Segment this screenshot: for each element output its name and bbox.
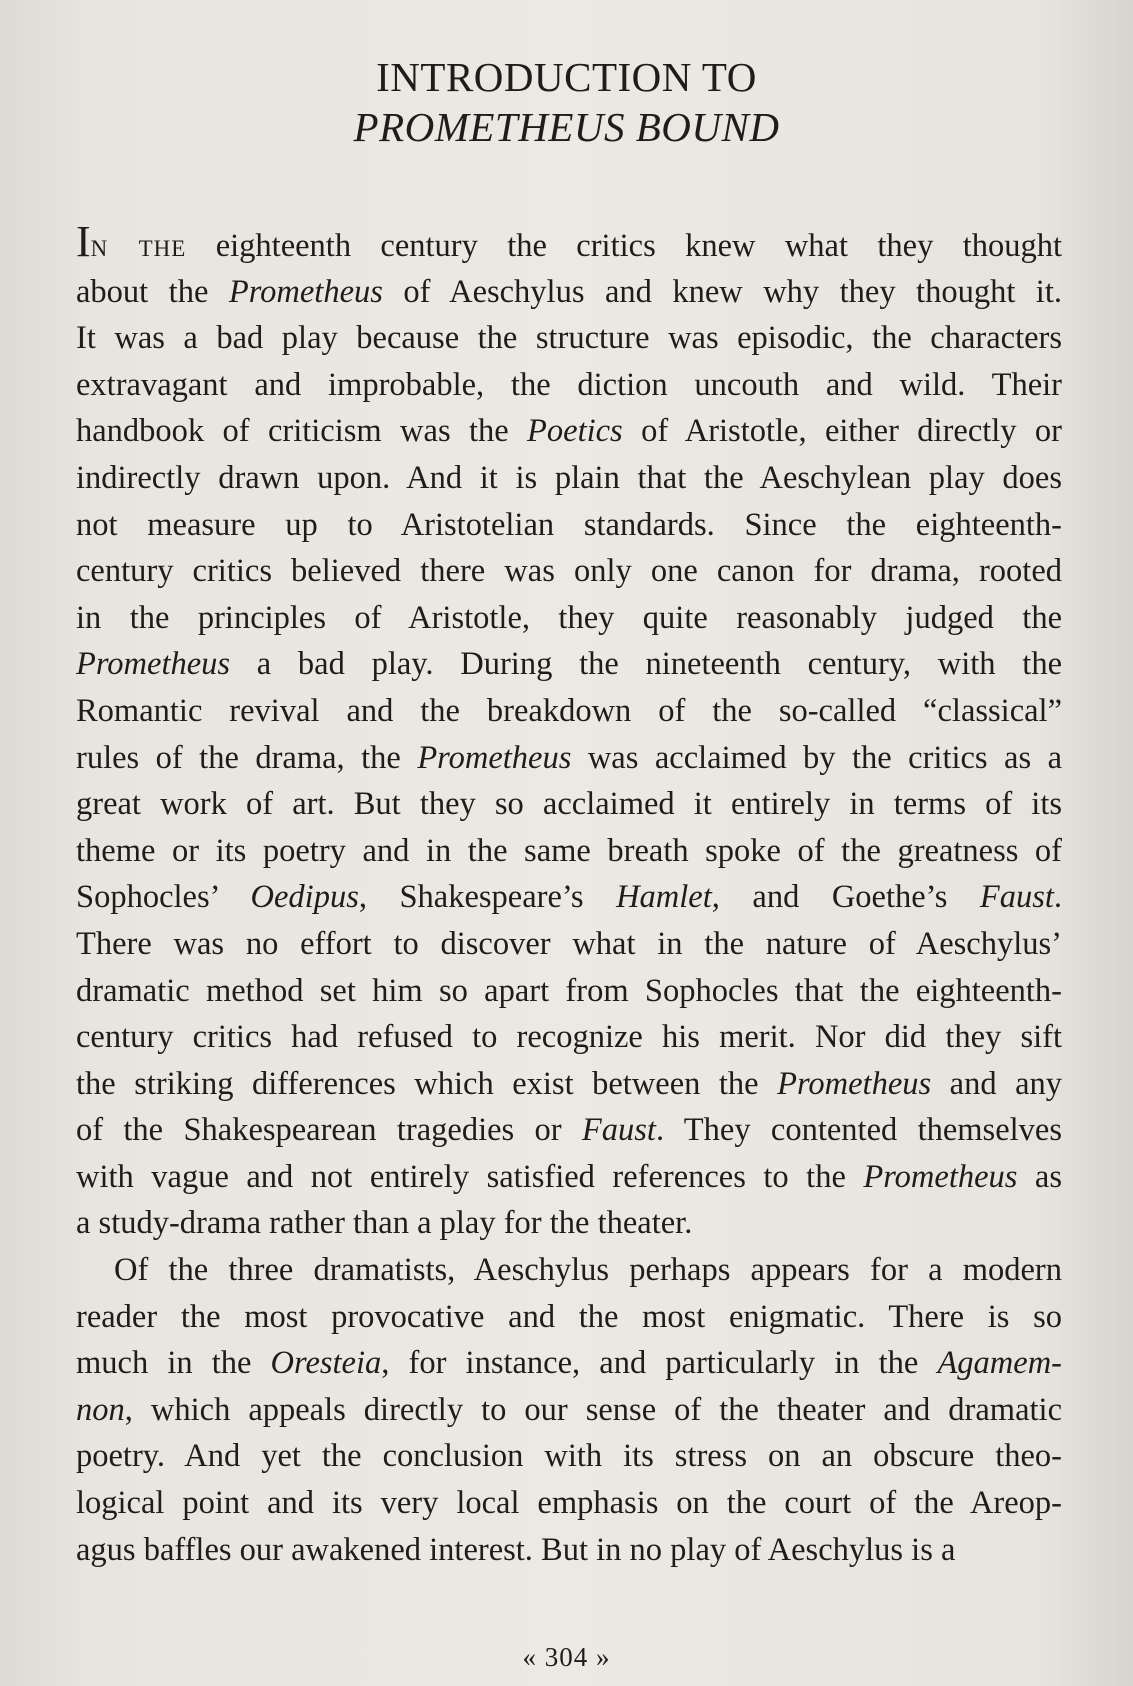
page-number: « 304 » xyxy=(522,1642,611,1672)
italic-title: Agamem- xyxy=(937,1345,1062,1382)
italic-title: Hamlet xyxy=(616,879,712,916)
text-run: and any xyxy=(931,1065,1062,1102)
text-run: , which appeals directly to our sense of the theater and dramatic xyxy=(124,1391,1062,1428)
text-line xyxy=(76,1154,1062,1201)
text-line xyxy=(76,1480,1062,1527)
text-run: not measure up to Aristotelian standards. Since the eighteenth- xyxy=(76,506,1062,543)
text-run: in the principles of Aristotle, they quite reasonably judged the xyxy=(76,599,1062,636)
text-line xyxy=(76,595,1062,642)
text-run: poetry. And yet the conclusion with its stress on an obscure theo- xyxy=(76,1438,1062,1475)
text-line xyxy=(76,688,1062,735)
text-run: of Aeschylus and knew why they thought it. xyxy=(382,273,1062,310)
text-line xyxy=(76,735,1062,782)
text-run: a bad play. During the nineteenth century, with the xyxy=(230,646,1062,683)
drop-cap: I xyxy=(76,217,91,266)
text-run: theme or its poetry and in the same breath spoke of the greatness of xyxy=(76,832,1062,869)
text-line xyxy=(76,1200,1062,1247)
text-run: . xyxy=(1053,879,1062,916)
text-run: century critics had refused to recognize his merit. Nor did they sift xyxy=(76,1019,1062,1056)
text-line xyxy=(76,968,1062,1015)
italic-title: Faust xyxy=(979,879,1054,916)
small-caps-lead: n the xyxy=(90,228,187,264)
italic-title: non xyxy=(76,1391,125,1428)
italic-title: Poetics xyxy=(527,413,623,450)
text-line xyxy=(76,1294,1062,1341)
text-line xyxy=(76,315,1062,362)
text-line xyxy=(76,1433,1062,1480)
text-run: , for instance, and particularly in the xyxy=(381,1345,938,1382)
text-run: , Shakespeare’s xyxy=(358,879,617,916)
text-line xyxy=(76,1014,1062,1061)
text-run: Of the three dramatists, Aeschylus perhaps appears for a modern xyxy=(114,1252,1062,1289)
text-run: Sophocles’ xyxy=(76,879,251,916)
text-run: rules of the drama, the xyxy=(76,739,418,776)
text-run: agus baffles our awakened interest. But in no play of Aeschylus is a xyxy=(76,1531,956,1568)
text-line xyxy=(76,455,1062,502)
text-line xyxy=(76,828,1062,875)
text-line xyxy=(76,362,1062,409)
text-run: as xyxy=(1017,1158,1062,1195)
text-line xyxy=(76,781,1062,828)
text-line xyxy=(76,921,1062,968)
text-line xyxy=(76,1061,1062,1108)
text-line xyxy=(76,408,1062,455)
text-line xyxy=(76,1527,1062,1574)
italic-title: Prometheus xyxy=(777,1065,932,1102)
text-line xyxy=(76,1107,1062,1154)
text-run: logical point and its very local emphasis on the court of the Areop- xyxy=(76,1485,1062,1522)
italic-title: Prometheus xyxy=(228,273,383,310)
italic-title: Oresteia xyxy=(270,1345,382,1382)
text-line xyxy=(76,641,1062,688)
text-line xyxy=(76,269,1062,316)
text-run: handbook of criticism was the xyxy=(76,413,528,450)
text-run: It was a bad play because the structure was episodic, the characters xyxy=(76,320,1062,357)
text-run: There was no effort to discover what in the nature of Aeschylus’ xyxy=(76,925,1062,962)
text-run: , and Goethe’s xyxy=(711,879,980,916)
text-line xyxy=(76,1340,1062,1387)
text-run: great work of art. But they so acclaimed it entirely in terms of its xyxy=(76,786,1062,823)
text-run: . They contented themselves xyxy=(655,1112,1062,1149)
body-text xyxy=(76,217,1063,1573)
text-line xyxy=(76,1387,1062,1434)
title-line-1: INTRODUCTION TO xyxy=(376,54,757,100)
text-line xyxy=(76,1247,1062,1294)
text-run: Romantic revival and the breakdown of the so-called “classical” xyxy=(76,692,1062,729)
paragraph-1 xyxy=(76,217,1063,1247)
text-run: the striking differences which exist between the xyxy=(76,1065,778,1102)
italic-title: Oedipus xyxy=(250,879,359,916)
text-line xyxy=(76,502,1062,549)
title-line-2: PROMETHEUS BOUND xyxy=(353,104,780,150)
text-run: reader the most provocative and the most enigmatic. There is so xyxy=(76,1298,1062,1335)
text-run: of the Shakespearean tragedies or xyxy=(76,1112,582,1149)
italic-title: Prometheus xyxy=(76,646,231,683)
text-run: dramatic method set him so apart from Sophocles that the eighteenth- xyxy=(76,972,1062,1009)
text-line xyxy=(76,548,1062,595)
italic-title: Prometheus xyxy=(417,739,572,776)
text-run: with vague and not entirely satisfied references to the xyxy=(76,1158,864,1195)
text-run: century critics believed there was only one canon for drama, rooted xyxy=(76,553,1062,590)
chapter-title xyxy=(0,52,1133,152)
italic-title: Faust xyxy=(581,1112,656,1149)
text-line xyxy=(76,217,1062,269)
paragraph-2 xyxy=(76,1247,1062,1573)
italic-title: Prometheus xyxy=(863,1158,1018,1195)
text-run: much in the xyxy=(76,1345,271,1382)
text-run: extravagant and improbable, the diction uncouth and wild. Their xyxy=(76,366,1062,403)
text-run: indirectly drawn upon. And it is plain that the Aeschylean play does xyxy=(76,459,1062,496)
text-run: about the xyxy=(76,273,229,310)
text-line xyxy=(76,874,1062,921)
text-run: was acclaimed by the critics as a xyxy=(571,739,1063,776)
text-run: of Aristotle, either directly or xyxy=(622,413,1062,450)
text-run: eighteenth century the critics knew what they thought xyxy=(186,228,1062,264)
text-run: a study-drama rather than a play for the theater. xyxy=(76,1205,693,1242)
